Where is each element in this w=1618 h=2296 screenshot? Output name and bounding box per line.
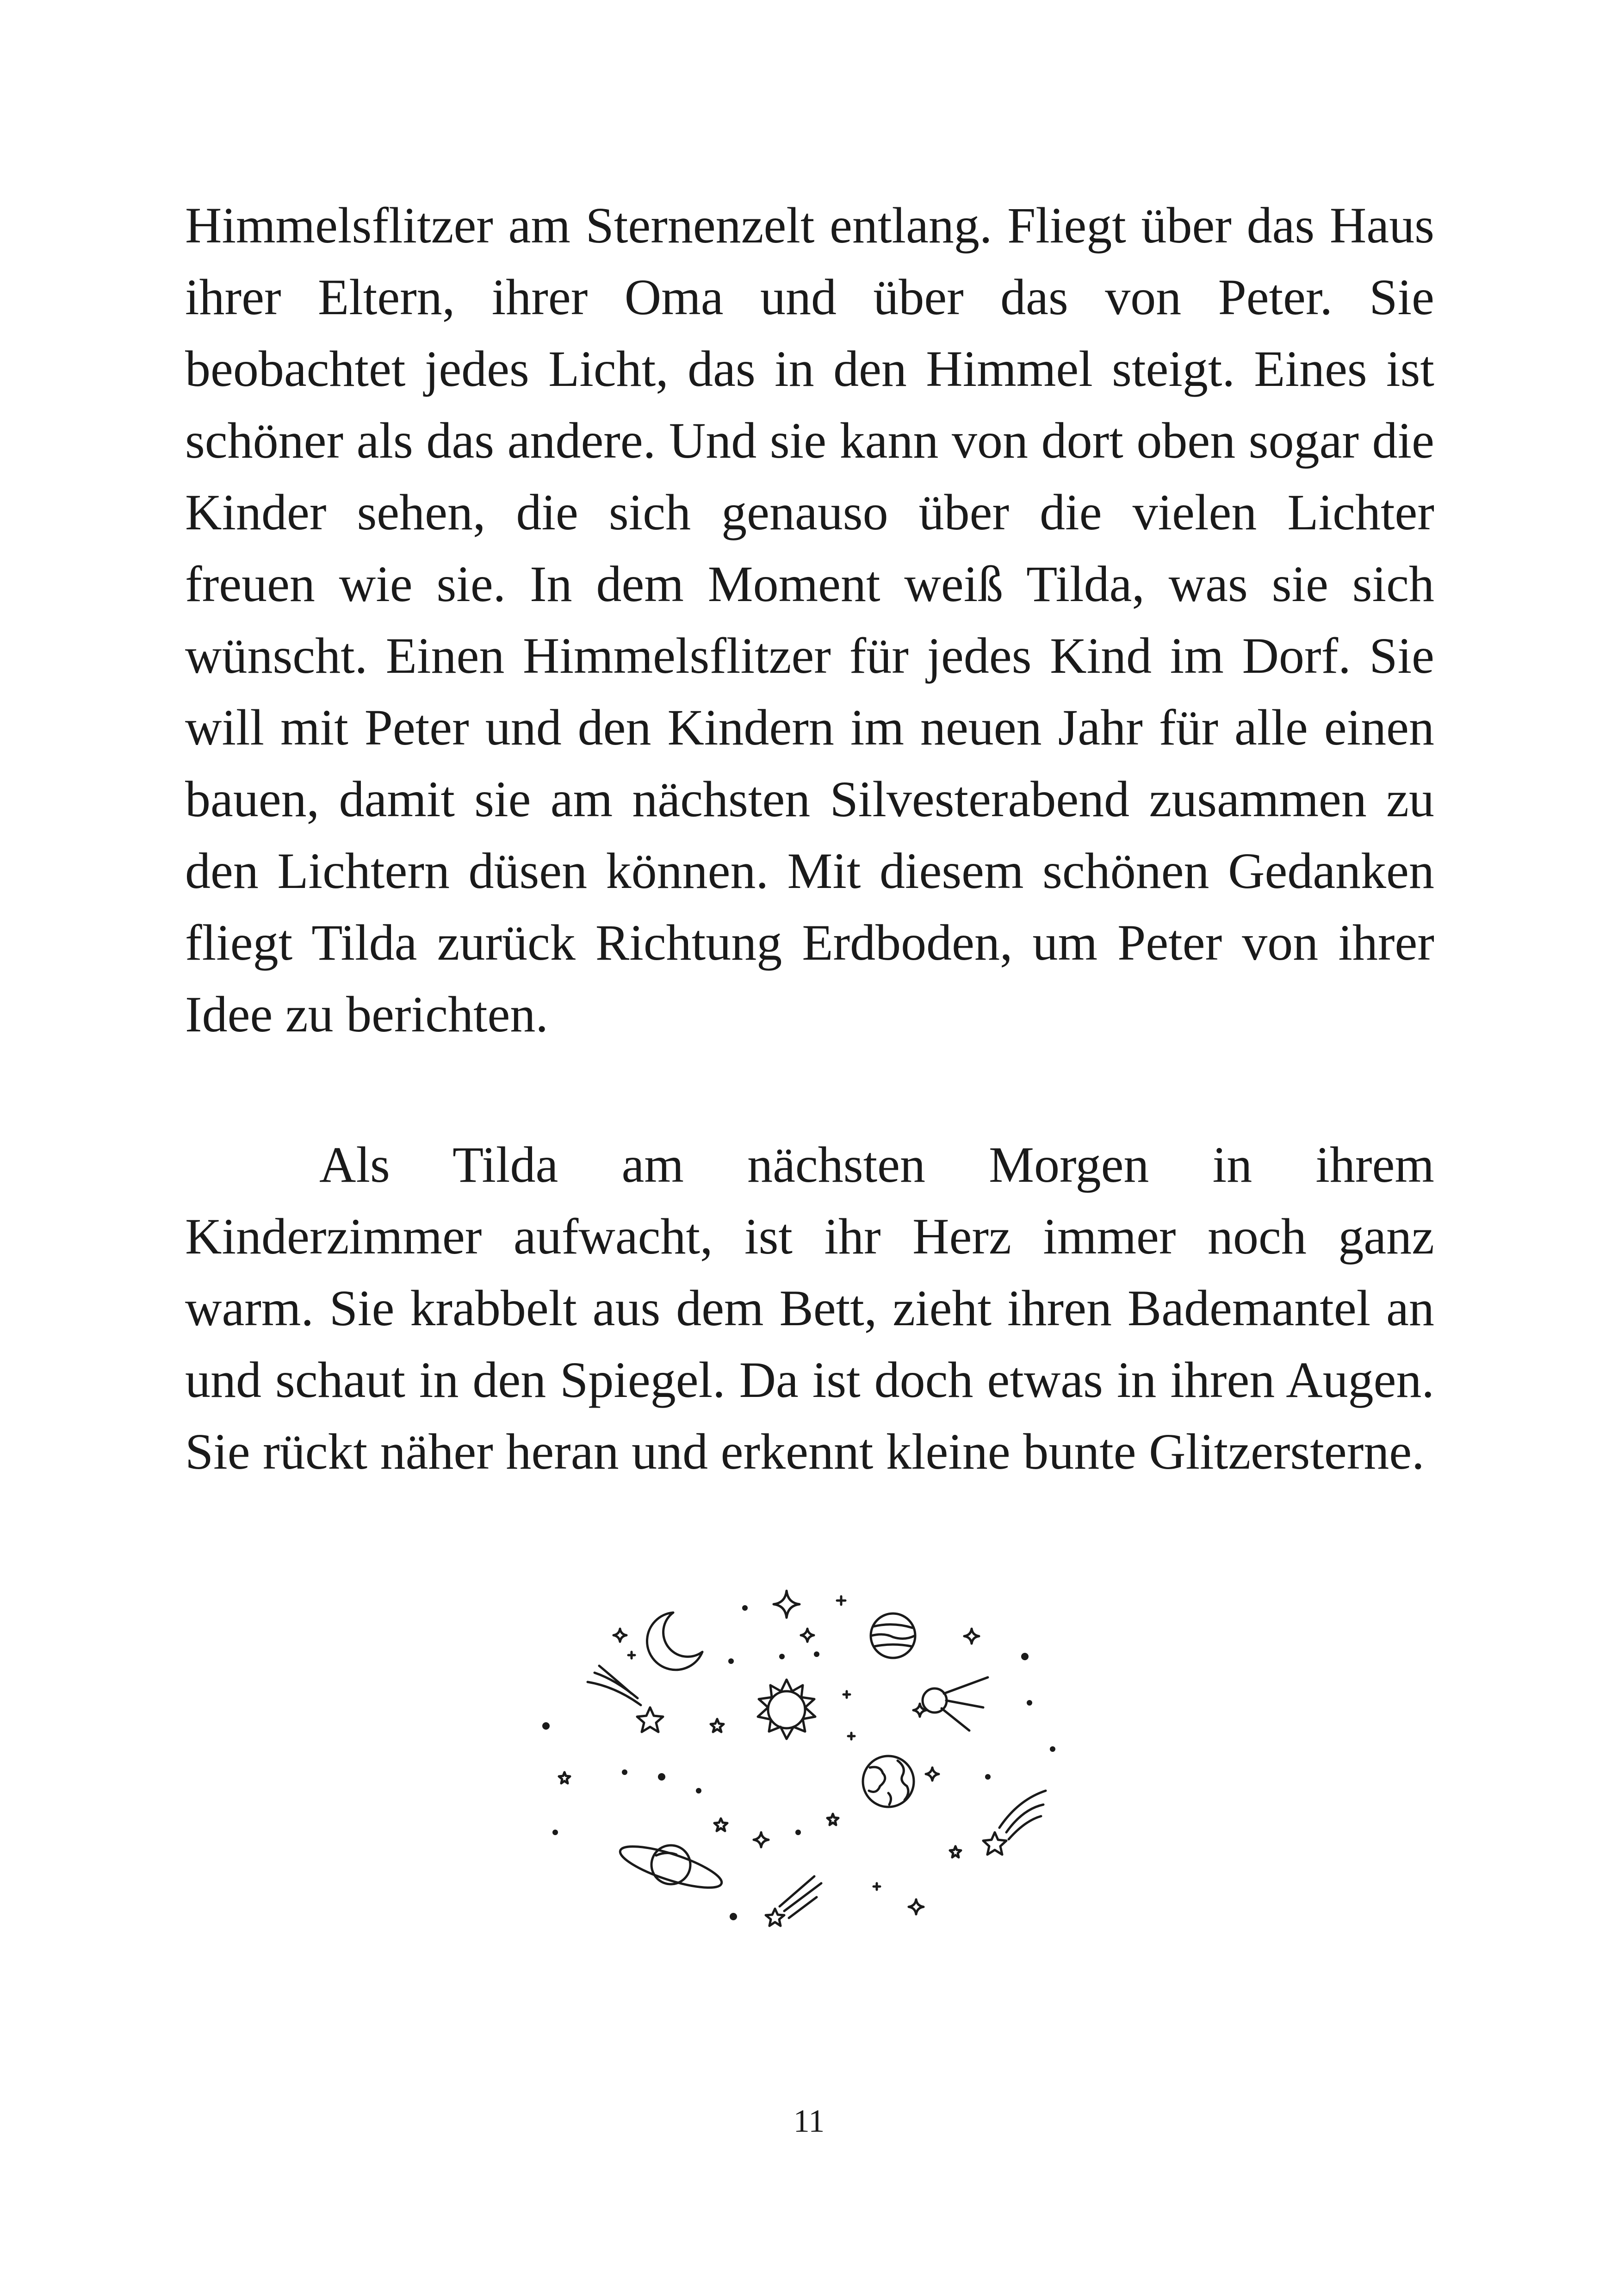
dot-icon bbox=[542, 1605, 1055, 1920]
sparkle-icon bbox=[754, 1832, 769, 1847]
sparkle-icon bbox=[774, 1591, 800, 1618]
space-illustration bbox=[532, 1582, 1087, 1943]
shooting-star-icon bbox=[588, 1666, 663, 1732]
comet-icon bbox=[766, 1876, 821, 1926]
sparkle-icon bbox=[926, 1768, 939, 1781]
sparkle-icon bbox=[614, 1629, 626, 1642]
star-icon bbox=[827, 1814, 838, 1825]
star-icon bbox=[711, 1719, 724, 1732]
sun-icon bbox=[758, 1680, 815, 1739]
saturn-icon bbox=[616, 1838, 725, 1896]
paragraph-1 bbox=[185, 190, 1434, 1050]
sparkle-icon bbox=[837, 1596, 845, 1605]
paragraph-2-text: Als Tilda am nächsten Morgen in ihrem Kinderzimmer aufwacht, ist ihr Herz immer noch ganz warm. Sie krabbelt aus dem Bett, zieht ihren Bademantel an und schaut in den Spiegel. Da ist doch etwas in ihren Augen. Sie rückt näher heran und erkennt kleine bunte Glitzersterne. bbox=[185, 1136, 1434, 1480]
shooting-star-icon bbox=[983, 1791, 1046, 1855]
sparkle-icon bbox=[909, 1899, 924, 1914]
star-icon bbox=[714, 1818, 727, 1831]
star-icon bbox=[559, 1772, 570, 1783]
moon-icon bbox=[647, 1613, 702, 1670]
star-icon bbox=[950, 1846, 961, 1857]
planet-striped-icon bbox=[871, 1613, 915, 1658]
sparkle-icon bbox=[843, 1691, 850, 1698]
sparkle-icon bbox=[848, 1733, 855, 1739]
sparkle-icon bbox=[964, 1629, 979, 1644]
sparkle-icon bbox=[801, 1629, 814, 1642]
comet-icon bbox=[923, 1677, 988, 1731]
sparkle-icon bbox=[628, 1652, 635, 1658]
earth-icon bbox=[863, 1756, 914, 1807]
paragraph-2 bbox=[185, 1129, 1434, 1488]
sparkle-icon bbox=[874, 1883, 880, 1890]
paragraph-1-text: Himmelsflitzer am Sternenzelt entlang. Fliegt über das Haus ihrer Eltern, ihrer Oma und über das von Peter. Sie beobachtet jedes Licht, das in den Himmel steigt. Eines ist schöner als das andere. Und sie kann von dort oben sogar die Kinder sehen, die sich genauso über die vielen Lichter freuen wie sie. In dem Moment weiß Tilda, was sie sich wünscht. Einen Himmelsflitzer für jedes Kind im Dorf. Sie will mit Peter und den Kindern im neuen Jahr für alle einen bauen, damit sie am nächsten Silvesterabend zusammen zu den Lichtern düsen können. Mit diesem schönen Gedanken fliegt Tilda zurück Richtung Erdboden, um Peter von ihrer Idee zu berichten. bbox=[185, 197, 1434, 1043]
page-number: 11 bbox=[793, 2104, 825, 2139]
